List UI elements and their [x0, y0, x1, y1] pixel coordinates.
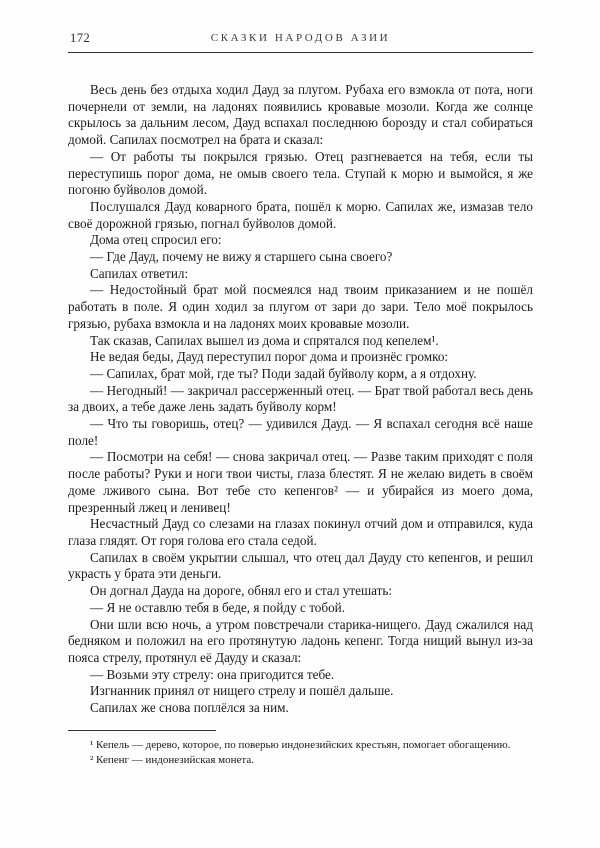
footnote: ¹ Кепель — дерево, которое, по поверью индонезийских крестьян, помогает обогащению. — [90, 738, 511, 751]
story-text — [68, 82, 533, 717]
paragraph: Он догнал Дауда на дороге, обнял его и стал утешать: — [90, 583, 393, 599]
paragraph: Дома отец спросил его: — [90, 232, 222, 248]
paragraph: Изгнанник принял от нищего стрелу и пошёл дальше. — [90, 683, 394, 699]
paragraph: — Возьми эту стрелу: она пригодится тебе. — [90, 666, 335, 682]
paragraph: Несчастный Дауд со слезами на глазах покинул отчий дом и отправился, куда глаза глядят. От горя голова его стала седой. — [68, 516, 533, 548]
paragraph: — Негодный! — закричал рассерженный отец. — Брат твой работал весь день за двоих, а тебе даже лень задать буйволу корм! — [68, 382, 533, 415]
paragraph: Они шли всю ночь, а утром повстречали старика-нищего. Дауд сжалился над бедняком и положил на его протянутую ладонь кепенг. Тогда нищий вынул из-за пояса стрелу, протянул её Дауду и сказал: — [68, 616, 533, 665]
paragraph: — Сапилах, брат мой, где ты? Поди задай буйволу корм, а я отдохну. — [90, 365, 477, 381]
paragraph: — Где Дауд, почему не вижу я старшего сына своего? — [90, 249, 393, 265]
paragraph: — От работы ты покрылся грязью. Отец разгневается на тебя, если ты переступишь порог дома, не омыв своего тела. Ступай к морю и вымойся, я же погоню буйволов домой. — [68, 148, 533, 198]
page-header — [68, 31, 533, 46]
paragraph: Сапилах же снова поплёлся за ним. — [90, 700, 289, 716]
paragraph: — Посмотри на себя! — снова закричал отец. — Разве таким приходят с поля после работы? Руки и ноги твои чисты, глаза блестят. Я не желаю видеть в своём доме лживого сына. Вот тебе сто кепенгов² — и убирайся из моего дома, презренный лжец и ленивец! — [68, 449, 533, 515]
paragraph: Послушался Дауд коварного брата, пошёл к морю. Сапилах же, измазав тело своё дорожной грязью, погнал буйволов домой. — [68, 198, 533, 231]
page-number: 172 — [70, 31, 91, 45]
paragraph: Сапилах в своём укрытии слышал, что отец дал Дауду сто кепенгов, и решил украсть у брата эти деньги. — [68, 549, 533, 582]
running-title: СКАЗКИ НАРОДОВ АЗИИ — [210, 32, 391, 44]
footnotes-section — [68, 730, 533, 768]
footnote: ² Кепенг — индонезийская монета. — [90, 753, 254, 766]
paragraph: Весь день без отдыха ходил Дауд за плугом. Рубаха его взмокла от пота, ноги почернели от земли, на ладонях появились кровавые мозоли. Когда же солнце скрылось за дальним лесом, Дауд вспахал последнюю борозду и стал собираться домой. Сапилах посмотрел на брата и сказал: — [68, 82, 533, 148]
paragraph: Так сказав, Сапилах вышел из дома и спрятался под кепелем¹. — [90, 332, 439, 348]
paragraph: — Я не оставлю тебя в беде, я пойду с тобой. — [90, 599, 346, 615]
paragraph: — Что ты говоришь, отец? — удивился Дауд. — Я вспахал сегодня всё наше поле! — [68, 416, 533, 448]
paragraph: — Недостойный брат мой посмеялся над твоим приказанием и не пошёл работать в поле. Я один ходил за плугом от зари до зари. Тело моё покрылось грязью, рубаха взмокла и на ладонях моих кровавые мозоли. — [68, 282, 533, 331]
paragraph: Не ведая беды, Дауд переступил порог дома и произнёс громко: — [90, 349, 449, 365]
paragraph: Сапилах ответил: — [90, 265, 189, 281]
header-rule — [68, 52, 533, 53]
footnote-rule — [68, 730, 216, 731]
footnote-list — [68, 738, 533, 768]
